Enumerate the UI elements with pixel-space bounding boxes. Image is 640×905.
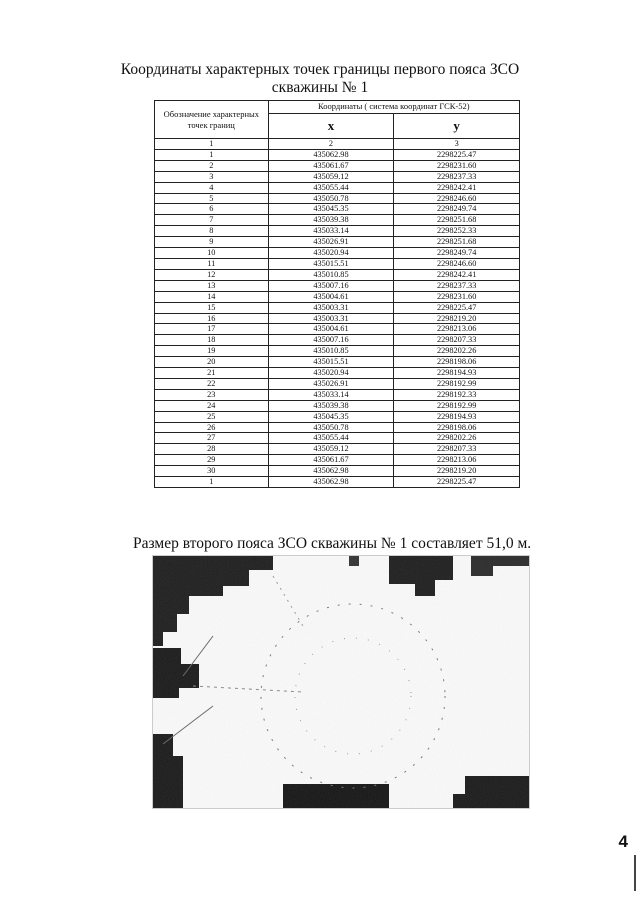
point-number-cell: 14 bbox=[155, 291, 269, 302]
point-number-cell: 18 bbox=[155, 335, 269, 346]
y-coordinate-cell: 2298246.60 bbox=[394, 193, 520, 204]
column-number-1: 1 bbox=[155, 139, 269, 150]
y-coordinate-cell: 2298231.60 bbox=[394, 291, 520, 302]
point-number-cell: 29 bbox=[155, 455, 269, 466]
y-coordinate-cell: 2298192.99 bbox=[394, 400, 520, 411]
point-number-cell: 23 bbox=[155, 389, 269, 400]
point-number-cell: 16 bbox=[155, 313, 269, 324]
scan-noise bbox=[153, 556, 529, 808]
zone-scheme-drawing bbox=[153, 556, 529, 808]
y-coordinate-cell: 2298246.60 bbox=[394, 258, 520, 269]
y-coordinate-cell: 2298194.93 bbox=[394, 368, 520, 379]
y-coordinate-cell: 2298192.99 bbox=[394, 378, 520, 389]
y-coordinate-cell: 2298242.41 bbox=[394, 182, 520, 193]
point-number-cell: 15 bbox=[155, 302, 269, 313]
coordinates-table bbox=[154, 100, 520, 488]
point-number-cell: 9 bbox=[155, 237, 269, 248]
y-coordinate-cell: 2298249.74 bbox=[394, 204, 520, 215]
y-coordinate-cell: 2298194.93 bbox=[394, 411, 520, 422]
table-row bbox=[155, 335, 520, 346]
x-coordinate-cell: 435050.78 bbox=[268, 193, 394, 204]
document-title-line1: Координаты характерных точек границы первого пояса ЗСО bbox=[120, 61, 520, 78]
point-number-cell: 30 bbox=[155, 466, 269, 477]
x-coordinate-cell: 435015.51 bbox=[268, 357, 394, 368]
y-coordinate-cell: 2298207.33 bbox=[394, 335, 520, 346]
header-coordinates: Координаты ( система координат ГСК-52) bbox=[268, 101, 519, 114]
x-coordinate-cell: 435003.31 bbox=[268, 313, 394, 324]
x-coordinate-cell: 435050.78 bbox=[268, 422, 394, 433]
y-coordinate-cell: 2298219.20 bbox=[394, 466, 520, 477]
point-number-cell: 10 bbox=[155, 248, 269, 259]
y-coordinate-cell: 2298237.33 bbox=[394, 171, 520, 182]
table-row bbox=[155, 400, 520, 411]
header-x: x bbox=[268, 114, 394, 139]
table-row bbox=[155, 258, 520, 269]
x-coordinate-cell: 435004.61 bbox=[268, 324, 394, 335]
y-coordinate-cell: 2298237.33 bbox=[394, 280, 520, 291]
point-number-cell: 12 bbox=[155, 269, 269, 280]
x-coordinate-cell: 435055.44 bbox=[268, 182, 394, 193]
y-coordinate-cell: 2298207.33 bbox=[394, 444, 520, 455]
table-row bbox=[155, 411, 520, 422]
table-row bbox=[155, 269, 520, 280]
coordinates-table-body bbox=[155, 149, 520, 487]
point-number-cell: 7 bbox=[155, 215, 269, 226]
x-coordinate-cell: 435061.67 bbox=[268, 160, 394, 171]
point-number-cell: 11 bbox=[155, 258, 269, 269]
table-row bbox=[155, 433, 520, 444]
point-number-cell: 25 bbox=[155, 411, 269, 422]
y-coordinate-cell: 2298202.26 bbox=[394, 346, 520, 357]
point-number-cell: 28 bbox=[155, 444, 269, 455]
x-coordinate-cell: 435033.14 bbox=[268, 389, 394, 400]
y-coordinate-cell: 2298225.47 bbox=[394, 302, 520, 313]
table-row bbox=[155, 302, 520, 313]
x-coordinate-cell: 435007.16 bbox=[268, 335, 394, 346]
zone-scheme-image bbox=[152, 555, 530, 809]
x-coordinate-cell: 435015.51 bbox=[268, 258, 394, 269]
scan-edge-mark bbox=[634, 855, 636, 891]
x-coordinate-cell: 435020.94 bbox=[268, 368, 394, 379]
x-coordinate-cell: 435039.38 bbox=[268, 400, 394, 411]
point-number-cell: 1 bbox=[155, 149, 269, 160]
y-coordinate-cell: 2298252.33 bbox=[394, 226, 520, 237]
x-coordinate-cell: 435026.91 bbox=[268, 378, 394, 389]
point-number-cell: 20 bbox=[155, 357, 269, 368]
point-number-cell: 24 bbox=[155, 400, 269, 411]
table-row bbox=[155, 171, 520, 182]
x-coordinate-cell: 435010.85 bbox=[268, 269, 394, 280]
table-row bbox=[155, 444, 520, 455]
y-coordinate-cell: 2298251.68 bbox=[394, 237, 520, 248]
y-coordinate-cell: 2298242.41 bbox=[394, 269, 520, 280]
table-row bbox=[155, 466, 520, 477]
table-row bbox=[155, 455, 520, 466]
point-number-cell: 17 bbox=[155, 324, 269, 335]
table-row bbox=[155, 204, 520, 215]
table-row bbox=[155, 378, 520, 389]
x-coordinate-cell: 435059.12 bbox=[268, 171, 394, 182]
y-coordinate-cell: 2298198.06 bbox=[394, 422, 520, 433]
column-number-3: 3 bbox=[394, 139, 520, 150]
table-row bbox=[155, 193, 520, 204]
point-number-cell: 1 bbox=[155, 477, 269, 488]
table-row bbox=[155, 477, 520, 488]
table-row bbox=[155, 280, 520, 291]
x-coordinate-cell: 435055.44 bbox=[268, 433, 394, 444]
header-y: y bbox=[394, 114, 520, 139]
point-number-cell: 13 bbox=[155, 280, 269, 291]
header-point-designation: Обозначение характерных точек границ bbox=[155, 101, 269, 139]
x-coordinate-cell: 435007.16 bbox=[268, 280, 394, 291]
table-row bbox=[155, 389, 520, 400]
y-coordinate-cell: 2298225.47 bbox=[394, 149, 520, 160]
point-number-cell: 27 bbox=[155, 433, 269, 444]
table-row bbox=[155, 237, 520, 248]
table-row bbox=[155, 422, 520, 433]
table-row bbox=[155, 368, 520, 379]
point-number-cell: 4 bbox=[155, 182, 269, 193]
x-coordinate-cell: 435059.12 bbox=[268, 444, 394, 455]
table-row bbox=[155, 357, 520, 368]
x-coordinate-cell: 435026.91 bbox=[268, 237, 394, 248]
point-number-cell: 5 bbox=[155, 193, 269, 204]
x-coordinate-cell: 435010.85 bbox=[268, 346, 394, 357]
x-coordinate-cell: 435045.35 bbox=[268, 204, 394, 215]
y-coordinate-cell: 2298213.06 bbox=[394, 324, 520, 335]
x-coordinate-cell: 435062.98 bbox=[268, 477, 394, 488]
table-row bbox=[155, 346, 520, 357]
table-row bbox=[155, 226, 520, 237]
point-number-cell: 3 bbox=[155, 171, 269, 182]
table-row bbox=[155, 291, 520, 302]
y-coordinate-cell: 2298198.06 bbox=[394, 357, 520, 368]
point-number-cell: 6 bbox=[155, 204, 269, 215]
x-coordinate-cell: 435020.94 bbox=[268, 248, 394, 259]
second-zone-size-text: Размер второго пояса ЗСО скважины № 1 составляет 51,0 м. bbox=[133, 535, 532, 552]
table-row bbox=[155, 160, 520, 171]
y-coordinate-cell: 2298202.26 bbox=[394, 433, 520, 444]
table-row bbox=[155, 248, 520, 259]
table-row bbox=[155, 149, 520, 160]
y-coordinate-cell: 2298219.20 bbox=[394, 313, 520, 324]
point-number-cell: 8 bbox=[155, 226, 269, 237]
point-number-cell: 26 bbox=[155, 422, 269, 433]
x-coordinate-cell: 435045.35 bbox=[268, 411, 394, 422]
x-coordinate-cell: 435003.31 bbox=[268, 302, 394, 313]
x-coordinate-cell: 435061.67 bbox=[268, 455, 394, 466]
column-number-2: 2 bbox=[268, 139, 394, 150]
x-coordinate-cell: 435039.38 bbox=[268, 215, 394, 226]
table-row bbox=[155, 215, 520, 226]
table-row bbox=[155, 313, 520, 324]
point-number-cell: 22 bbox=[155, 378, 269, 389]
y-coordinate-cell: 2298251.68 bbox=[394, 215, 520, 226]
point-number-cell: 19 bbox=[155, 346, 269, 357]
x-coordinate-cell: 435062.98 bbox=[268, 149, 394, 160]
x-coordinate-cell: 435062.98 bbox=[268, 466, 394, 477]
y-coordinate-cell: 2298192.33 bbox=[394, 389, 520, 400]
point-number-cell: 21 bbox=[155, 368, 269, 379]
document-title-line2: скважины № 1 bbox=[271, 79, 369, 96]
x-coordinate-cell: 435004.61 bbox=[268, 291, 394, 302]
y-coordinate-cell: 2298213.06 bbox=[394, 455, 520, 466]
table-row bbox=[155, 324, 520, 335]
x-coordinate-cell: 435033.14 bbox=[268, 226, 394, 237]
y-coordinate-cell: 2298231.60 bbox=[394, 160, 520, 171]
y-coordinate-cell: 2298249.74 bbox=[394, 248, 520, 259]
y-coordinate-cell: 2298225.47 bbox=[394, 477, 520, 488]
page-number: 4 bbox=[618, 832, 628, 851]
table-row bbox=[155, 182, 520, 193]
point-number-cell: 2 bbox=[155, 160, 269, 171]
